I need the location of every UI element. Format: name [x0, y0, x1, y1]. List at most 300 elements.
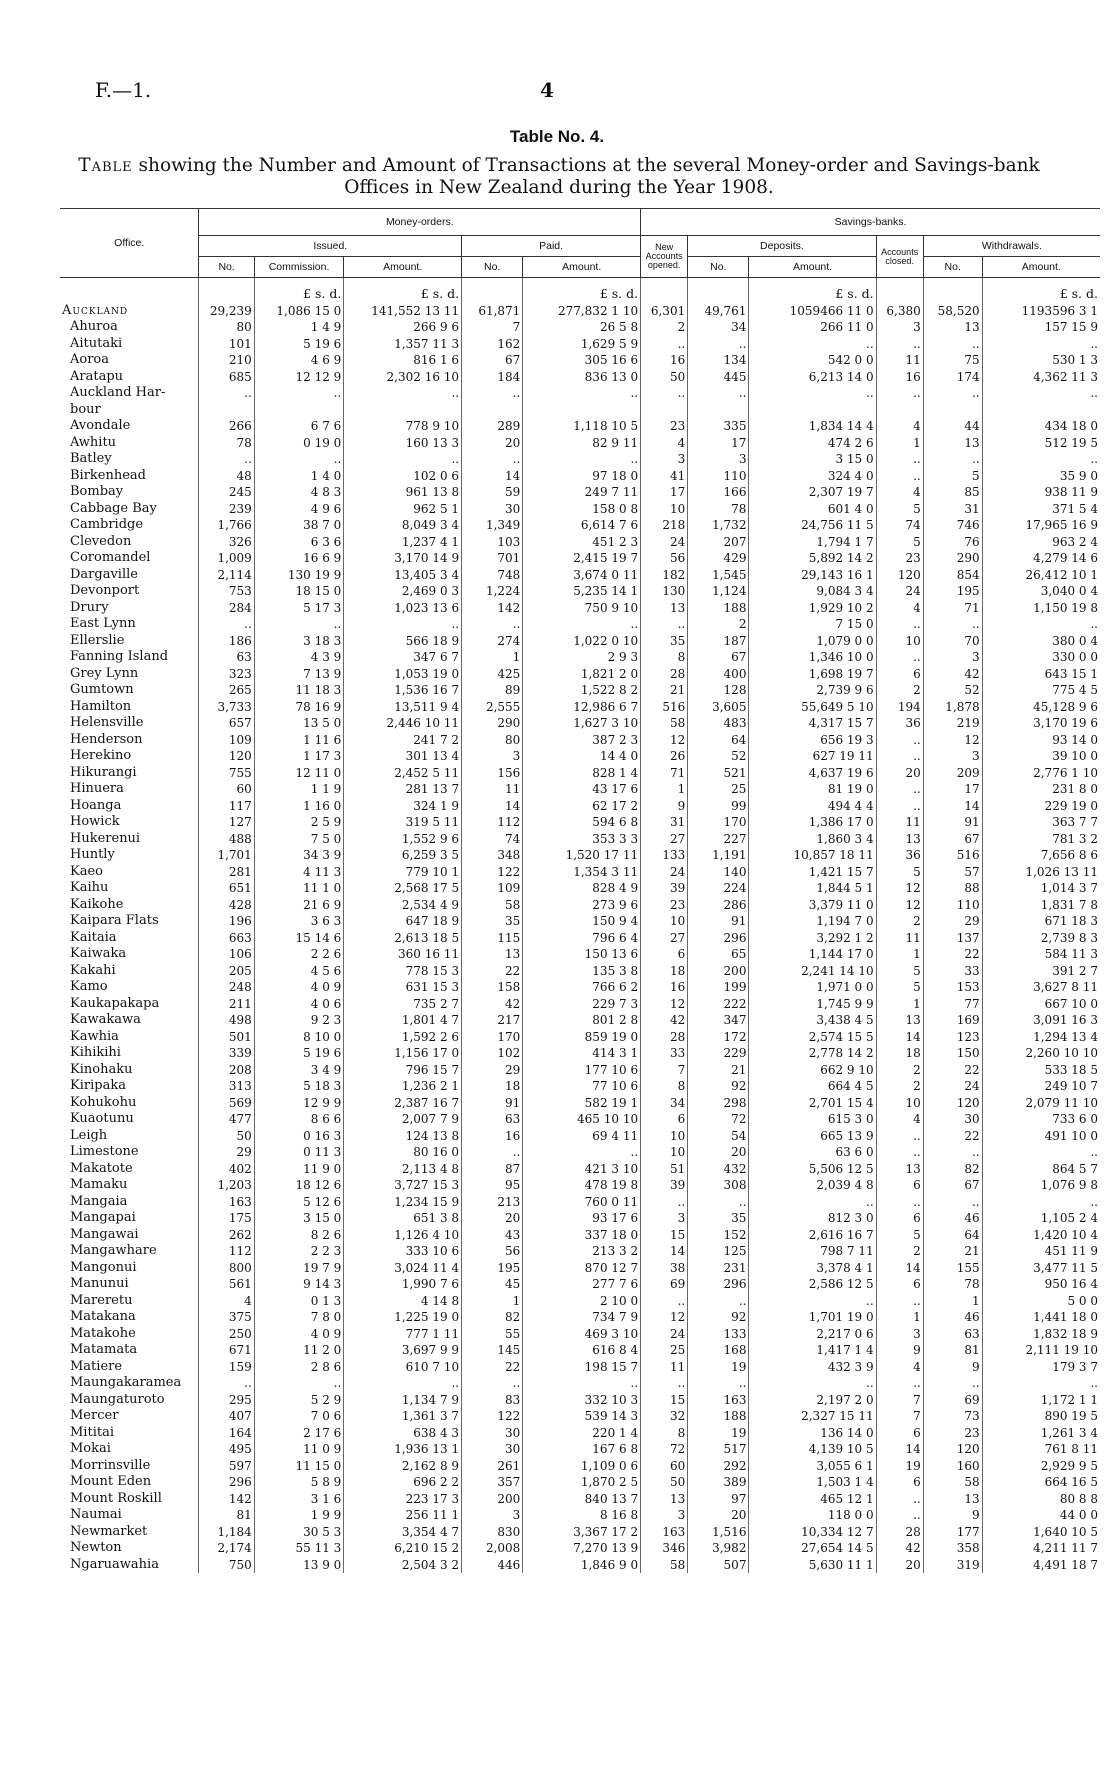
money-orders-paid-amount: 97 18 0 [523, 468, 641, 485]
withdrawals-no: 24 [923, 1078, 982, 1095]
money-orders-paid-no: 20 [462, 435, 523, 452]
issued-no-header: No. [199, 257, 254, 278]
office-name: Makatote [70, 1160, 133, 1176]
table-row [60, 1524, 1100, 1541]
commission-header: Commission. [254, 257, 344, 278]
accounts-closed: 6 [876, 1276, 923, 1293]
money-orders-issued-no: .. [199, 385, 254, 402]
money-orders-paid-amount: 26 5 8 [523, 319, 641, 336]
deposits-no: 507 [688, 1557, 749, 1574]
withdrawals-no: .. [923, 1194, 982, 1211]
deposits-no [688, 402, 749, 419]
deposits-amount: 2,217 0 6 [749, 1326, 876, 1343]
money-orders-paid-no: 289 [462, 418, 523, 435]
office-name: Kaiwaka [70, 946, 127, 961]
money-orders-issued-amount: 777 1 11 [344, 1326, 462, 1343]
deposits-amount: 474 2 6 [749, 435, 876, 452]
withdrawals-no: 57 [923, 864, 982, 881]
withdrawals-amount: 1,640 10 5 [982, 1524, 1100, 1541]
deposits-amount: 1,844 5 1 [749, 880, 876, 897]
withdrawals-amount: 93 14 0 [982, 732, 1100, 749]
accounts-closed: 5 [876, 864, 923, 881]
withdrawals-no: 58 [923, 1474, 982, 1491]
caption-line-1: showing the Number and Amount of Transactions at the several Money-order and Savings-bank [138, 155, 1040, 176]
withdrawals-amount: 371 5 4 [982, 501, 1100, 518]
office-name: Awhitu [70, 434, 117, 450]
accounts-closed: 20 [876, 765, 923, 782]
office-name: Kohukohu [70, 1094, 137, 1110]
money-orders-issued-amount: 4 14 8 [344, 1293, 462, 1310]
deposits-no: 134 [688, 352, 749, 369]
deposits-no: 187 [688, 633, 749, 650]
deposits-amount: 627 19 11 [749, 748, 876, 765]
money-orders-issued-no: 1,766 [199, 517, 254, 534]
office-name: Manunui [70, 1276, 129, 1291]
deposits-amount: 2,039 4 8 [749, 1177, 876, 1194]
table-row [60, 1359, 1100, 1376]
commission: 2 5 9 [254, 814, 344, 831]
deposits-amount: 2,327 15 11 [749, 1408, 876, 1425]
commission: 0 19 0 [254, 435, 344, 452]
money-orders-paid-amount: 229 7 3 [523, 996, 641, 1013]
money-orders-issued-no: 561 [199, 1276, 254, 1293]
new-accounts-opened: 35 [641, 633, 688, 650]
withdrawals-amount [982, 402, 1100, 419]
accounts-closed: .. [876, 1128, 923, 1145]
accounts-closed: 3 [876, 319, 923, 336]
table-row [60, 517, 1100, 534]
commission: .. [254, 1375, 344, 1392]
money-orders-issued-no: 2,174 [199, 1540, 254, 1557]
money-orders-issued-no: 407 [199, 1408, 254, 1425]
money-orders-paid-no: 63 [462, 1111, 523, 1128]
new-accounts-opened: 163 [641, 1524, 688, 1541]
money-orders-paid-amount: .. [523, 1144, 641, 1161]
money-orders-issued-amount: 256 11 1 [344, 1507, 462, 1524]
office-name: Maungaturoto [70, 1391, 165, 1407]
withdrawals-amount: 5 0 0 [982, 1293, 1100, 1310]
money-orders-paid-amount: 1,522 8 2 [523, 682, 641, 699]
commission: 1 16 0 [254, 798, 344, 815]
accounts-closed: .. [876, 798, 923, 815]
money-orders-paid-amount: 1,118 10 5 [523, 418, 641, 435]
commission: 130 19 9 [254, 567, 344, 584]
withdrawals-no: 52 [923, 682, 982, 699]
accounts-closed-header: Accounts closed. [876, 236, 923, 278]
commission: 7 13 9 [254, 666, 344, 683]
accounts-closed: 13 [876, 1161, 923, 1178]
money-orders-issued-no: 101 [199, 336, 254, 353]
money-orders-paid-no: 830 [462, 1524, 523, 1541]
money-orders-issued-amount: 1,053 19 0 [344, 666, 462, 683]
table-row [60, 1243, 1100, 1260]
withdrawals-no: 76 [923, 534, 982, 551]
money-orders-paid-amount: 421 3 10 [523, 1161, 641, 1178]
office-name: Hinuera [70, 781, 124, 796]
accounts-closed: 20 [876, 1557, 923, 1574]
deposits-amount: 9,084 3 4 [749, 583, 876, 600]
deposits-amount: 1,503 1 4 [749, 1474, 876, 1491]
money-orders-issued-amount: 796 15 7 [344, 1062, 462, 1079]
withdrawals-amount: 1,026 13 11 [982, 864, 1100, 881]
money-orders-paid-amount: 1,109 0 6 [523, 1458, 641, 1475]
deposits-no: 224 [688, 880, 749, 897]
new-accounts-opened: 50 [641, 1474, 688, 1491]
new-accounts-opened: 58 [641, 1557, 688, 1574]
new-accounts-opened: 10 [641, 913, 688, 930]
withdrawals-no: 13 [923, 319, 982, 336]
deposits-no: 110 [688, 468, 749, 485]
deposits-no: 168 [688, 1342, 749, 1359]
office-name: Devonport [70, 583, 140, 598]
table-row [60, 798, 1100, 815]
money-orders-paid-no: 1 [462, 649, 523, 666]
money-orders-paid-no: .. [462, 616, 523, 633]
money-orders-paid-amount: 93 17 6 [523, 1210, 641, 1227]
money-orders-issued-no: 1,184 [199, 1524, 254, 1541]
money-orders-paid-no: 357 [462, 1474, 523, 1491]
money-orders-issued-no: 163 [199, 1194, 254, 1211]
money-orders-issued-amount: 124 13 8 [344, 1128, 462, 1145]
office-name: Mamaku [70, 1177, 128, 1192]
withdrawals-amount: .. [982, 336, 1100, 353]
withdrawals-amount: 249 10 7 [982, 1078, 1100, 1095]
withdrawals-no: 46 [923, 1210, 982, 1227]
money-orders-issued-no: 208 [199, 1062, 254, 1079]
money-orders-paid-no: 213 [462, 1194, 523, 1211]
withdrawals-no: 195 [923, 583, 982, 600]
accounts-closed: 19 [876, 1458, 923, 1475]
money-orders-issued-amount: 2,007 7 9 [344, 1111, 462, 1128]
withdrawals-no: 85 [923, 484, 982, 501]
deposits-amount: 1,346 10 0 [749, 649, 876, 666]
withdrawals-no: 120 [923, 1095, 982, 1112]
office-name: Mangonui [70, 1259, 137, 1275]
caption-lead: Table [78, 155, 133, 176]
table-row [60, 600, 1100, 617]
withdrawals-no: 1,878 [923, 699, 982, 716]
money-orders-paid-amount: 353 3 3 [523, 831, 641, 848]
new-accounts-opened: 10 [641, 1144, 688, 1161]
commission: 8 2 6 [254, 1227, 344, 1244]
commission: 7 8 0 [254, 1309, 344, 1326]
deposits-amount: 4,317 15 7 [749, 715, 876, 732]
commission: 3 4 9 [254, 1062, 344, 1079]
new-accounts-opened: 13 [641, 1491, 688, 1508]
office-name: Matiere [70, 1358, 123, 1374]
withdrawals-no: 174 [923, 369, 982, 386]
new-accounts-opened: 18 [641, 963, 688, 980]
accounts-closed: 16 [876, 369, 923, 386]
deposits-amount: 1,079 0 0 [749, 633, 876, 650]
money-orders-paid-amount: 582 19 1 [523, 1095, 641, 1112]
deposits-amount: 1,421 15 7 [749, 864, 876, 881]
deposits-no: 222 [688, 996, 749, 1013]
deposits-no: 166 [688, 484, 749, 501]
money-orders-issued-amount: 1,592 2 6 [344, 1029, 462, 1046]
new-accounts-opened: 15 [641, 1392, 688, 1409]
withdrawals-amount: 533 18 5 [982, 1062, 1100, 1079]
money-orders-issued-no: 239 [199, 501, 254, 518]
deposits-no: 52 [688, 748, 749, 765]
new-accounts-opened: 10 [641, 1128, 688, 1145]
money-orders-paid-no: 30 [462, 1441, 523, 1458]
money-orders-paid-amount: 12,986 6 7 [523, 699, 641, 716]
withdrawals-no: 9 [923, 1507, 982, 1524]
withdrawals-amount: 2,111 19 10 [982, 1342, 1100, 1359]
table-row [60, 682, 1100, 699]
deposits-amount: 665 13 9 [749, 1128, 876, 1145]
money-orders-issued-no: 112 [199, 1243, 254, 1260]
money-orders-issued-amount: 360 16 11 [344, 946, 462, 963]
accounts-closed: 14 [876, 1441, 923, 1458]
money-orders-paid-no: 274 [462, 633, 523, 650]
office-name: Cambridge [70, 517, 144, 532]
withdrawals-amount: 491 10 0 [982, 1128, 1100, 1145]
commission: 5 17 3 [254, 600, 344, 617]
money-orders-issued-no: 284 [199, 600, 254, 617]
money-orders-paid-amount: 594 6 8 [523, 814, 641, 831]
withdrawals-no: .. [923, 385, 982, 402]
new-accounts-opened: 3 [641, 1210, 688, 1227]
table-row [60, 1441, 1100, 1458]
withdrawals-no: 64 [923, 1227, 982, 1244]
money-orders-issued-amount: 3,727 15 3 [344, 1177, 462, 1194]
commission: 11 15 0 [254, 1458, 344, 1475]
accounts-closed: 7 [876, 1408, 923, 1425]
withdrawals-amount: 2,739 8 3 [982, 930, 1100, 947]
accounts-closed: 74 [876, 517, 923, 534]
withdrawals-no: .. [923, 1375, 982, 1392]
money-orders-paid-no: 2,555 [462, 699, 523, 716]
money-orders-paid-no: 11 [462, 781, 523, 798]
money-orders-paid-amount: 69 4 11 [523, 1128, 641, 1145]
money-orders-issued-no: 186 [199, 633, 254, 650]
money-orders-paid-amount: 465 10 10 [523, 1111, 641, 1128]
table-row [60, 979, 1100, 996]
money-orders-paid-no: 87 [462, 1161, 523, 1178]
withdrawals-no: 14 [923, 798, 982, 815]
deposits-no: 78 [688, 501, 749, 518]
deposits-amount: 1,929 10 2 [749, 600, 876, 617]
table-row [60, 633, 1100, 650]
new-accounts-opened: 14 [641, 1243, 688, 1260]
new-accounts-opened: 16 [641, 352, 688, 369]
table-row [60, 1128, 1100, 1145]
page-number: 4 [540, 78, 554, 102]
office-name: Ahuroa [70, 319, 118, 334]
commission: .. [254, 616, 344, 633]
deposits-amount: 1,971 0 0 [749, 979, 876, 996]
deposits-amount: 10,857 18 11 [749, 847, 876, 864]
withdrawals-amount: 1,831 7 8 [982, 897, 1100, 914]
new-accounts-opened: 12 [641, 1309, 688, 1326]
withdrawals-no: 516 [923, 847, 982, 864]
commission: 12 11 0 [254, 765, 344, 782]
money-orders-paid-amount: 840 13 7 [523, 1491, 641, 1508]
money-orders-paid-amount: 1,354 3 11 [523, 864, 641, 881]
office-name: Hukerenui [70, 830, 141, 846]
withdrawals-amount: 26,412 10 1 [982, 567, 1100, 584]
money-orders-paid-no: 74 [462, 831, 523, 848]
deposits-no: 517 [688, 1441, 749, 1458]
deposits-amount: 27,654 14 5 [749, 1540, 876, 1557]
money-orders-issued-amount: 2,113 4 8 [344, 1161, 462, 1178]
accounts-closed: 6,380 [876, 303, 923, 320]
money-orders-paid-amount: 1,629 5 9 [523, 336, 641, 353]
withdrawals-amount: 1,105 2 4 [982, 1210, 1100, 1227]
money-orders-paid-amount: 6,614 7 6 [523, 517, 641, 534]
table-row [60, 1326, 1100, 1343]
money-orders-paid-no: 3 [462, 748, 523, 765]
money-orders-paid-amount: 539 14 3 [523, 1408, 641, 1425]
withdrawals-amount: 229 19 0 [982, 798, 1100, 815]
deposits-amount: 24,756 11 5 [749, 517, 876, 534]
office-name: Maungakaramea [70, 1375, 182, 1390]
deposits-amount: 6,213 14 0 [749, 369, 876, 386]
money-orders-issued-amount: 3,024 11 4 [344, 1260, 462, 1277]
money-orders-issued-no: 245 [199, 484, 254, 501]
money-orders-issued-no: 597 [199, 1458, 254, 1475]
commission: 5 12 6 [254, 1194, 344, 1211]
commission: 6 3 6 [254, 534, 344, 551]
withdrawals-no: 177 [923, 1524, 982, 1541]
withdrawals-no [923, 402, 982, 419]
table-row [60, 649, 1100, 666]
withdrawals-no: 150 [923, 1045, 982, 1062]
money-orders-issued-amount: 281 13 7 [344, 781, 462, 798]
deposits-amount: 2,241 14 10 [749, 963, 876, 980]
deposits-amount: 2,616 16 7 [749, 1227, 876, 1244]
withdrawals-amount: 451 11 9 [982, 1243, 1100, 1260]
office-name: Clevedon [70, 533, 132, 549]
commission [254, 402, 344, 419]
deposits-no: 25 [688, 781, 749, 798]
commission: 4 8 3 [254, 484, 344, 501]
accounts-closed: 194 [876, 699, 923, 716]
deposits-amount: 3 15 0 [749, 451, 876, 468]
money-orders-issued-amount: 1,536 16 7 [344, 682, 462, 699]
withdrawals-no: 69 [923, 1392, 982, 1409]
money-orders-issued-no: 265 [199, 682, 254, 699]
money-orders-issued-no: 262 [199, 1227, 254, 1244]
money-orders-issued-amount: 347 6 7 [344, 649, 462, 666]
deposits-amount: 1,144 17 0 [749, 946, 876, 963]
office-name: Kinohaku [70, 1061, 133, 1077]
commission: 30 5 3 [254, 1524, 344, 1541]
unit-label: £ s. d. [254, 278, 344, 303]
withdrawals-amount: 1,076 9 8 [982, 1177, 1100, 1194]
withdrawals-amount: 938 11 9 [982, 484, 1100, 501]
accounts-closed: .. [876, 1144, 923, 1161]
withdrawals-no: 169 [923, 1012, 982, 1029]
money-orders-paid-no: 22 [462, 963, 523, 980]
commission: 1 9 9 [254, 1507, 344, 1524]
money-orders-issued-amount: 1,357 11 3 [344, 336, 462, 353]
money-orders-issued-no: 488 [199, 831, 254, 848]
money-orders-issued-amount: 1,801 4 7 [344, 1012, 462, 1029]
new-accounts-opened: 7 [641, 1062, 688, 1079]
table-row [60, 1095, 1100, 1112]
money-orders-issued-amount: 962 5 1 [344, 501, 462, 518]
deposits-amount: 5,506 12 5 [749, 1161, 876, 1178]
deposits-amount: 542 0 0 [749, 352, 876, 369]
money-orders-paid-amount: 14 4 0 [523, 748, 641, 765]
office-name: Mount Eden [70, 1474, 152, 1489]
commission: 4 0 9 [254, 1326, 344, 1343]
accounts-closed: 1 [876, 435, 923, 452]
money-orders-issued-no: 248 [199, 979, 254, 996]
deposits-amount: 10,334 12 7 [749, 1524, 876, 1541]
table-row [60, 880, 1100, 897]
withdrawals-no: 30 [923, 1111, 982, 1128]
money-orders-issued-no: 78 [199, 435, 254, 452]
money-orders-paid-no: 425 [462, 666, 523, 683]
deposits-amount: 29,143 16 1 [749, 567, 876, 584]
new-accounts-opened: 8 [641, 649, 688, 666]
new-accounts-opened: 11 [641, 1359, 688, 1376]
commission: 8 10 0 [254, 1029, 344, 1046]
commission: 13 9 0 [254, 1557, 344, 1574]
deposits-amount: 812 3 0 [749, 1210, 876, 1227]
money-orders-paid-amount: 836 13 0 [523, 369, 641, 386]
money-orders-paid-amount: 478 19 8 [523, 1177, 641, 1194]
money-orders-paid-amount: 1,520 17 11 [523, 847, 641, 864]
commission: 4 11 3 [254, 864, 344, 881]
table-row [60, 1062, 1100, 1079]
table-row [60, 1177, 1100, 1194]
money-orders-issued-amount: 779 10 1 [344, 864, 462, 881]
money-orders-paid-amount: 870 12 7 [523, 1260, 641, 1277]
withdrawals-amount: 35 9 0 [982, 468, 1100, 485]
money-orders-issued-no: 657 [199, 715, 254, 732]
table-row [60, 303, 1100, 320]
money-orders-paid-no: 290 [462, 715, 523, 732]
money-orders-paid-no: 200 [462, 1491, 523, 1508]
accounts-closed: .. [876, 732, 923, 749]
office-name: Kakahi [70, 962, 116, 978]
commission: 11 1 0 [254, 880, 344, 897]
money-orders-issued-amount: 1,234 15 9 [344, 1194, 462, 1211]
money-orders-issued-amount: 1,225 19 0 [344, 1309, 462, 1326]
accounts-closed: 1 [876, 946, 923, 963]
accounts-closed: 5 [876, 1227, 923, 1244]
withdrawals-amount: .. [982, 451, 1100, 468]
money-orders-paid-no: 162 [462, 336, 523, 353]
withdrawals-amount: 363 7 7 [982, 814, 1100, 831]
money-orders-issued-no: 196 [199, 913, 254, 930]
money-orders-issued-amount: 631 15 3 [344, 979, 462, 996]
money-orders-paid-no: 67 [462, 352, 523, 369]
deposits-amount: 2,574 15 5 [749, 1029, 876, 1046]
money-orders-issued-amount: 1,156 17 0 [344, 1045, 462, 1062]
deposits-amount: 324 4 0 [749, 468, 876, 485]
commission: 34 3 9 [254, 847, 344, 864]
table-row [60, 1474, 1100, 1491]
money-orders-issued-no: 175 [199, 1210, 254, 1227]
money-orders-paid-no: 145 [462, 1342, 523, 1359]
money-orders-paid-amount: 3,674 0 11 [523, 567, 641, 584]
commission: 78 16 9 [254, 699, 344, 716]
money-orders-paid-no: 22 [462, 1359, 523, 1376]
money-orders-issued-amount: 778 9 10 [344, 418, 462, 435]
commission: 1 1 9 [254, 781, 344, 798]
table-row [60, 666, 1100, 683]
withdrawals-amount: 4,491 18 7 [982, 1557, 1100, 1574]
deposits-amount: 266 11 0 [749, 319, 876, 336]
money-orders-paid-no: 122 [462, 864, 523, 881]
deposits-no: .. [688, 1194, 749, 1211]
